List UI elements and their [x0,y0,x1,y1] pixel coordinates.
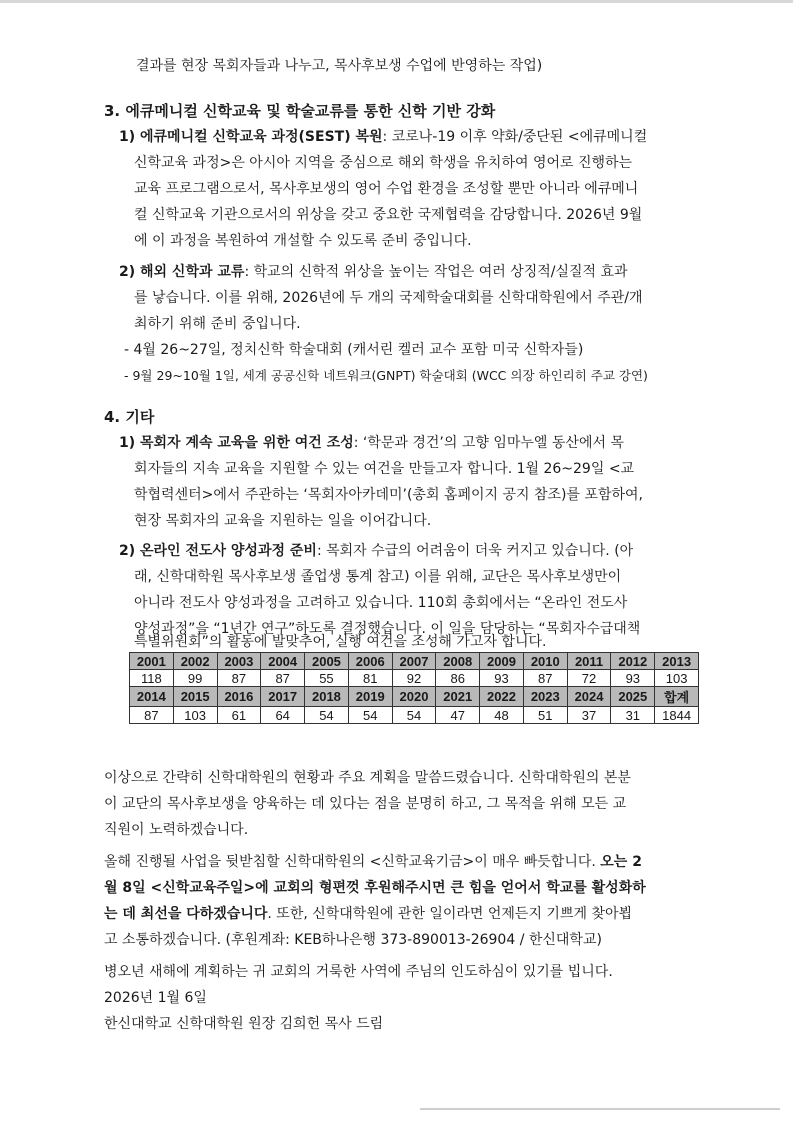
text-line: 회자들의 지속 교육을 지원할 수 있는 여건을 만들고자 합니다. 1월 26~29일 <교 [134,461,635,477]
table-cell: 93 [480,670,524,687]
text-line: 고 소통하겠습니다. (후원계좌: KEB하나은행 373-890013-26904 / 한신대학교) [104,932,602,948]
table-cell: 합계 [655,687,699,707]
table-cell: 99 [173,670,217,687]
table-cell: 2024 [567,687,611,707]
text-line: 아니라 전도사 양성과정을 고려하고 있습니다. 110회 총회에서는 “온라인 전도사 [134,595,628,611]
table-cell: 2015 [173,687,217,707]
table-cell: 2020 [392,687,436,707]
text-line [104,852,642,872]
scan-edge-top [0,0,793,3]
table-cell: 86 [436,670,480,687]
text-line: 최하기 위해 준비 중입니다. [134,316,301,332]
bullet-item: - 4월 26~27일, 정치신학 학술대회 (캐서린 켈러 교수 포함 미국 신학자들) [124,342,584,358]
text-span: : 목회자 수급의 어려움이 더욱 커지고 있습니다. (아 [316,543,634,559]
text-line: 결과를 현장 목회자들과 나누고, 목사후보생 수업에 반영하는 작업) [136,58,543,74]
table-cell: 64 [261,707,305,724]
text-line: 에 이 과정을 복원하여 개설할 수 있도록 준비 중입니다. [134,233,472,249]
table-cell: 47 [436,707,480,724]
table-cell: 2012 [611,653,655,670]
table-cell: 72 [567,670,611,687]
table-cell: 2004 [261,653,305,670]
text-line: 현장 목회자의 교육을 지원하는 일을 이어갑니다. [134,513,432,529]
text-line: 직원이 노력하겠습니다. [104,822,249,838]
table-cell: 2023 [523,687,567,707]
subsection-title: 1) 목회자 계속 교육을 위한 여건 조성 [119,435,354,451]
scan-edge-bottom [420,1108,780,1110]
table-cell: 2005 [305,653,349,670]
table-cell: 54 [392,707,436,724]
table-cell: 2025 [611,687,655,707]
subsection-3-line [119,433,624,453]
text-line: 이 교단의 목사후보생을 양육하는 데 있다는 점을 분명히 하고, 그 목적을 위해 모든 교 [104,796,627,812]
table-cell: 2022 [480,687,524,707]
table-cell: 2007 [392,653,436,670]
section-heading-4: 4. 기타 [104,408,155,426]
text-line: 양성과정”을 “1년간 연구”하도록 결정했습니다. 이 일을 담당하는 “목회자수급대책 [134,621,641,637]
subsection-2-line [119,262,628,282]
table-cell: 61 [217,707,261,724]
table-cell: 2003 [217,653,261,670]
text-line: 특별위원회”의 활동에 발맞추어, 실행 여건을 조성해 가고자 합니다. [134,634,547,650]
table-cell: 54 [348,707,392,724]
subsection-title: 1) 에큐메니컬 신학교육 과정(SEST) 복원 [119,129,383,145]
text-line: 이상으로 간략히 신학대학원의 현황과 주요 계획을 말씀드렸습니다. 신학대학원의 본분 [104,770,631,786]
text-line: 를 낳습니다. 이를 위해, 2026년에 두 개의 국제학술대회를 신학대학원에서 주관/개 [134,290,643,306]
table-cell: 51 [523,707,567,724]
table-cell: 93 [611,670,655,687]
text-line: 신학교육 과정>은 아시아 지역을 중심으로 해외 학생을 유치하여 영어로 진행하는 [134,155,633,171]
bold-span: 는 데 최선을 다하겠습니다 [104,906,268,922]
table-cell: 87 [217,670,261,687]
table-cell: 2013 [655,653,699,670]
text-span: . 또한, 신학대학원에 관한 일이라면 언제든지 기쁘게 찾아뵙 [267,906,633,922]
table-cell: 37 [567,707,611,724]
table-cell: 1844 [655,707,699,724]
letter-date: 2026년 1월 6일 [104,990,207,1006]
table-cell: 2008 [436,653,480,670]
table-cell: 54 [305,707,349,724]
subsection-4-line [119,541,633,561]
table-cell: 2011 [567,653,611,670]
table-cell: 118 [130,670,174,687]
text-span: 올해 진행될 사업을 뒷받침할 신학대학원의 <신학교육기금>이 매우 빠듯합니다. [104,854,601,870]
bullet-item: - 9월 29~10월 1일, 세계 공공신학 네트워크(GNPT) 학술대회 (WCC 의장 하인리히 주교 강연) [124,368,648,383]
table-cell: 2002 [173,653,217,670]
text-line: 병오년 새해에 계획하는 귀 교회의 거룩한 사역에 주님의 인도하심이 있기를 빕니다. [104,964,613,980]
table-row [130,687,699,707]
table-cell: 31 [611,707,655,724]
text-line: 컬 신학교육 기관으로서의 위상을 갖고 중요한 국제협력을 감당합니다. 2026년 9월 [134,207,643,223]
table-cell: 2017 [261,687,305,707]
text-span: : ‘학문과 경건’의 고향 임마누엘 동산에서 목 [353,435,624,451]
subsection-1-line [119,127,647,147]
table-cell: 2010 [523,653,567,670]
letter-signature: 한신대학교 신학대학원 원장 김희헌 목사 드림 [104,1016,384,1032]
text-line: 래, 신학대학원 목사후보생 졸업생 통계 참고) 이를 위해, 교단은 목사후보생만이 [134,569,622,585]
text-line: 교육 프로그램으로서, 목사후보생의 영어 수업 환경을 조성할 뿐만 아니라 에큐메니 [134,181,639,197]
table-cell: 2014 [130,687,174,707]
table-cell: 2006 [348,653,392,670]
table-cell: 2001 [130,653,174,670]
table-row [130,707,699,724]
table-cell: 2016 [217,687,261,707]
table-cell: 2018 [305,687,349,707]
table-cell: 87 [130,707,174,724]
text-span: : 코로나-19 이후 약화/중단된 <에큐메니컬 [382,129,648,145]
table-cell: 48 [480,707,524,724]
table-cell: 81 [348,670,392,687]
bold-span: 오는 2 [600,854,642,870]
table-cell: 2021 [436,687,480,707]
table-cell: 55 [305,670,349,687]
text-line-bold: 월 8일 <신학교육주일>에 교회의 형편껏 후원해주시면 큰 힘을 얻어서 학교를 활성화하 [104,880,646,896]
table-cell: 103 [173,707,217,724]
text-line [104,904,632,924]
text-line: 학협력센터>에서 주관하는 ‘목회자아카데미’(총회 홈페이지 공지 참조)를 포함하여, [134,487,643,503]
table-row [130,670,699,687]
table-cell: 87 [523,670,567,687]
graduate-statistics-table [129,652,699,724]
section-heading-3: 3. 에큐메니컬 신학교육 및 학술교류를 통한 신학 기반 강화 [104,102,496,120]
subsection-title: 2) 해외 신학과 교류 [119,264,245,280]
table-row [130,653,699,670]
table-cell: 92 [392,670,436,687]
text-span: : 학교의 신학적 위상을 높이는 작업은 여러 상징적/실질적 효과 [244,264,628,280]
table-cell: 2019 [348,687,392,707]
table-cell: 2009 [480,653,524,670]
subsection-title: 2) 온라인 전도사 양성과정 준비 [119,543,317,559]
table-cell: 103 [655,670,699,687]
table-cell: 87 [261,670,305,687]
